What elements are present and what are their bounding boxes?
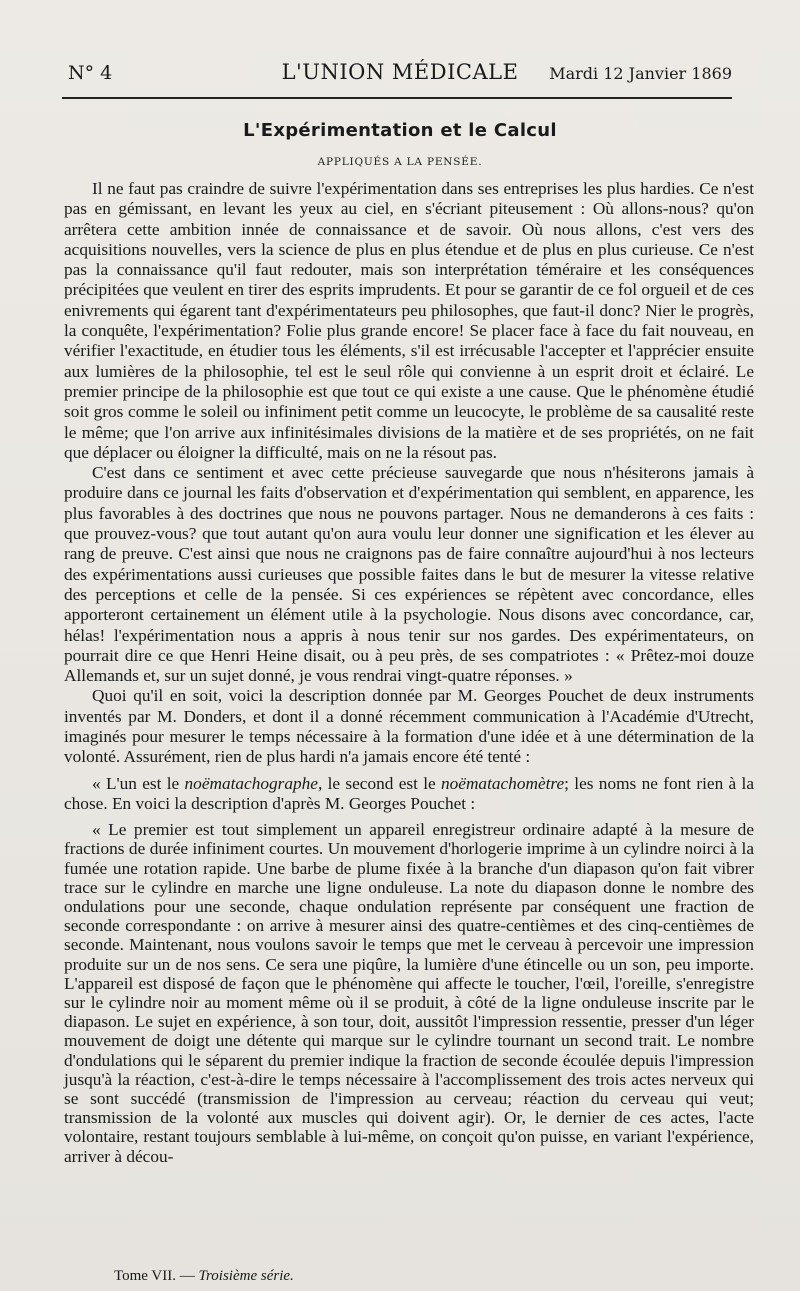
series-label: Troisième série. — [198, 1268, 294, 1284]
volume-label: Tome VII. — — [114, 1268, 199, 1284]
paragraph-instruments — [64, 774, 754, 815]
instrument-name: noëmatachomètre — [441, 773, 565, 793]
text-span: « L'un est le — [92, 773, 185, 793]
article-subtitle: APPLIQUÉS A LA PENSÉE. — [317, 156, 483, 168]
instrument-name: noëmatachographe — [184, 773, 318, 793]
journal-name: L'UNION MÉDICALE — [281, 60, 519, 84]
issue-number: N° 4 — [68, 62, 113, 84]
paragraph: Quoi qu'il en soit, voici la description donnée par M. Georges Pouchet de deux instruments inventés par M. Donders, et dont il a donné récemment communication à l'Académie d'Utrecht, imaginés pour mesurer le temps nécessaire à la formation d'une idée et à une détermination de la volonté. Assurément, rien de plus hardi n'a jamais encore été tenté : — [64, 686, 754, 767]
paragraph: C'est dans ce sentiment et avec cette précieuse sauvegarde que nous n'hésiterons jamais à produire dans ce journal les faits d'observation et d'expérimentation qui semblent, en apparence, les plus favorables à des doctrines que nous ne pouvons partager. Nous ne demanderons à ces faits : que prouvez-vous? que tout autant qu'on aura voulu leur donner une signification et les élever au rang de preuve. C'est ainsi que nous ne craignons pas de faire connaître aujourd'hui à nos lecteurs des expérimentations aussi curieuses que possible faites dans le but de mesurer la vitesse relative des perceptions et celle de la pensée. Si ces expériences se répètent avec concordance, elles apporteront certainement un élément utile à la psychologie. Nous disons avec concordance, car, hélas! l'expérimentation nous a appris à nous tenir sur nos gardes. Des expérimentateurs, on pourrait dire ce que Henri Heine disait, ou à peu près, de ses compatriotes : « Prêtez-moi douze Allemands et, sur un sujet donné, je vous rendrai vingt-quatre réponses. » — [64, 463, 754, 686]
text-span: ; les noms ne font rien à la chose. En voici la description d'après M. Georges Pouchet : — [64, 773, 754, 813]
paragraph: Il ne faut pas craindre de suivre l'expérimentation dans ses entreprises les plus hardies. Ce n'est pas en gémissant, en levant les yeux au ciel, en s'écriant piteusement : Où allons-nous? qu'on arrêtera cette ambition innée de connaissance et de savoir. Où nous allons, c'est vers des acquisitions nouvelles, vers la science de plus en plus étendue et de plus en plus curieuse. Ce n'est pas la connaissance qu'il faut redouter, mais son interprétation téméraire et les conséquences précipitées que veulent en tirer des esprits imprudents. Et pour se garantir de ce fol orgueil et de ces enivrements qui égarent tant d'expérimentateurs peu philosophes, que faut-il donc? Nier le progrès, la conquête, l'expérimentation? Folie plus grande encore! Se placer face à face du fait nouveau, en vérifier l'exactitude, en étudier tous les éléments, s'il est irrécusable l'accepter et l'apprécier ensuite aux lumières de la philosophie, tel est le seul rôle qui convienne à un esprit droit et éclairé. Le premier principe de la philosophie est que tout ce qui existe a une cause. Que le phénomène étudié soit gros comme le soleil ou infiniment petit comme un leucocyte, le problème de sa causalité reste le même; que l'on arrive aux infinitésimales divisions de la matière et de ses propriétés, on ne fait que déplacer ou éloigner la difficulté, mais on ne la résout pas. — [64, 179, 754, 462]
page-footer — [114, 1268, 294, 1285]
issue-date: Mardi 12 Janvier 1869 — [549, 64, 732, 83]
page-header — [68, 62, 732, 90]
paragraph-quote: « Le premier est tout simplement un appareil enregistreur ordinaire adapté à la mesure de fractions de durée infiniment courtes. Un mouvement d'horlogerie imprime à un cylindre noirci à la fumée une rotation rapide. Une barbe de plume fixée à la branche d'un diapason qu'on fait vibrer trace sur le cylindre en marche une ligne onduleuse. La note du diapason donne le nombre des ondulations pour une seconde, chaque ondulation représente par conséquent une fraction de seconde correspondante : on arrive à mesurer ainsi des quatre-centièmes et des cinq-centièmes de seconde. Maintenant, nous voulons savoir le temps que met le cerveau à percevoir une impression produite sur un de nos sens. Ce sera une piqûre, la lumière d'une étincelle ou un son, peu importe. L'appareil est disposé de façon que le phénomène qui affecte le toucher, l'œil, l'oreille, s'enregistre sur le cylindre noir au moment même où il se produit, à côté de la ligne onduleuse inscrite par le diapason. Le sujet en expérience, à son tour, doit, aussitôt l'impression ressentie, presser d'un léger mouvement de doigt une détente qui marque sur le cylindre tournant un second trait. Le nombre d'ondulations qui le séparent du premier indique la fraction de seconde écoulée depuis l'impression jusqu'à la réaction, c'est-à-dire le temps nécessaire à l'accomplissement des trois actes nerveux qui se sont succédé (transmission de l'impression au cerveau; réaction du cerveau qui veut; transmission de la volonté aux muscles qui doivent agir). Or, le dernier de ces actes, l'acte volontaire, restant toujours semblable à lui-même, on conçoit qu'on puisse, en variant l'expérience, arriver à décou- — [64, 820, 754, 1166]
article-title: L'Expérimentation et le Calcul — [243, 120, 557, 141]
article-body — [64, 179, 754, 1166]
header-rule — [62, 97, 732, 99]
text-span: , le second est le — [317, 773, 441, 793]
